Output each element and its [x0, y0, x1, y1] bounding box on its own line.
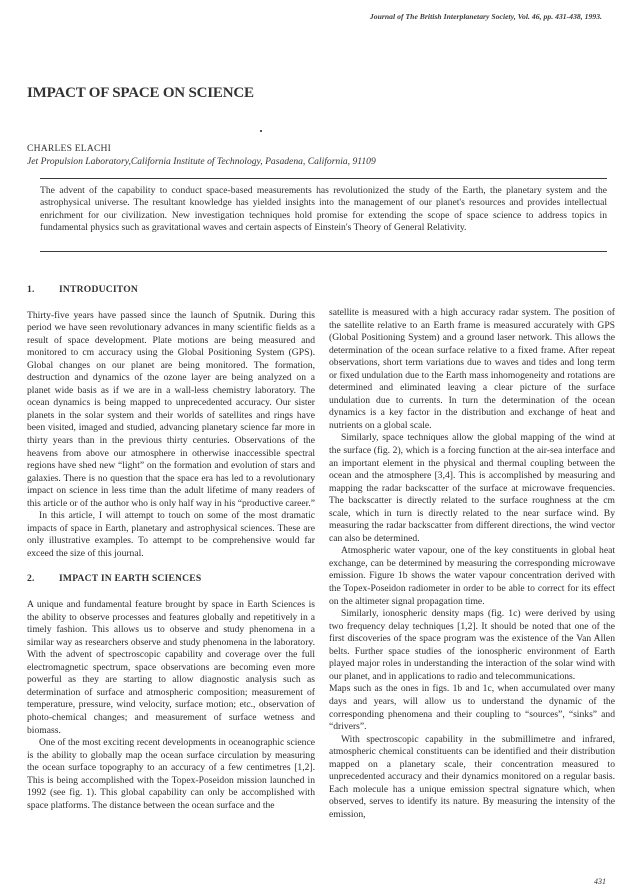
section-heading-earth-sciences [27, 573, 315, 586]
paragraph: Similarly, ionospheric density maps (fig. 1c) were derived by using two frequency delay techniques [1,2]. It should be noted that one of the first discoveries of the space program was the existence of the Van Allen belts. Further space studies of the ionospheric environment of Earth played major roles in understanding the interaction of the solar wind with our planet, and in applications to radio and telecommunications. [329, 608, 615, 682]
section-title: IMPACT IN EARTH SCIENCES [59, 573, 202, 585]
paragraph: Similarly, space techniques allow the global mapping of the wind at the surface (fig. 2), which is a forcing function at the air-sea interface and an important element in the physical and thermal coupling between the ocean and the atmosphere [3,4]. This is accomplished by measuring and mapping the radar backscatter of the surface at microwave frequencies. The backscatter is directly related to the surface roughness at the cm scale, which in turn is directly related to the near surface wind. By measuring the radar backscatter from different directions, the wind vector can also be determined. [329, 432, 615, 544]
paragraph: With spectroscopic capability in the submillimetre and infrared, atmospheric chemical constituents can be identified and their distribution mapped on a planetary scale, their concentration measured to unprecedented accuracy and their dynamics monitored on a regular basis. Each molecule has a unique emission spectral signature which, when observed, serves to identify its nature. By measuring the intensity of the emission, [329, 733, 615, 820]
paragraph: Thirty-five years have passed since the launch of Sputnik. During this period we have seen revolutionary advances in many scientific fields as a result of space development. Plate motions are being measured and monitored to cm accuracy using the Global Positioning System (GPS). Global changes on our planet are being monitored. The formation, destruction and dynamics of the ozone layer are being analyzed on a planet wide basis as if we are in a wall-less chemistry laboratory. The ocean dynamics is being mapped to unprecedented accuracy. Our sister planets in the solar system and their worlds of satellites and rings have been visited, imaged and studied, advancing planetary science far more in thirty years than in the previous thirty centuries. Observations of the heavens from above our atmosphere in otherwise inaccessible spectral regions have shed new “light” on the formation and evolution of stars and galaxies. There is no question that the space era has led to a revolutionary impact on science in less time than the adult lifetime of many readers of this article or of the author who is only half way in his “productive career.” [27, 309, 315, 509]
journal-citation-header: Journal of The British Interplanetary Society, Vol. 46, pp. 431-438, 1993. [369, 12, 602, 21]
right-column [329, 307, 615, 821]
paragraph: Atmospheric water vapour, one of the key constituents in global heat exchange, can be determined by measuring the corresponding microwave emission. Figure 1b shows the water vapour concentration derived with the Topex-Poseidon radiometer in order to be able to correct for its effect on the altimeter signal propagation time. [329, 545, 615, 607]
page-number: 431 [594, 877, 606, 886]
abstract-top-rule [40, 178, 607, 179]
section-number: 1. [27, 284, 35, 295]
author-affiliation: Jet Propulsion Laboratory,California Institute of Technology, Pasadena, California, 91109 [27, 156, 376, 167]
section-heading-introduction [27, 284, 315, 297]
article-title: IMPACT OF SPACE ON SCIENCE [27, 85, 254, 101]
abstract: The advent of the capability to conduct space-based measurements has revolutionized the study of the Earth, the planetary system and the astrophysical universe. The resultant knowledge has yielded insights into the management of our planet's resources and provides intellectual enrichment for our civilization. New investigation techniques hold promise for extending the scope of space science to address topics in fundamental physics such as gravitational waves and certain aspects of Einstein's Theory of General Relativity. [40, 185, 607, 234]
section-number: 2. [27, 573, 35, 585]
paragraph: In this article, I will attempt to touch on some of the most dramatic impacts of space in Earth, planetary and astrophysical sciences. These are only illustrative examples. To attempt to be comprehensive would far exceed the size of this journal. [27, 510, 315, 559]
paragraph: A unique and fundamental feature brought by space in Earth Sciences is the ability to observe processes and features globally and repetitively in a timely fashion. This allows us to observe and study phenomena in a similar way as researchers observe and study phenomena in the laboratory. With the advent of spectroscopic capability and coverage over the full electromagnetic spectrum, space observations are becoming even more powerful as they are starting to allow diagnostic analysis such as determination of surface and atmospheric composition; measurement of temperature, pressure, wind velocity, surface motion; etc., observation of photo-chemical changes; and measurement of surface wetness and biomass. [27, 599, 315, 736]
scan-artifact-dot [260, 130, 262, 132]
left-column [27, 284, 315, 812]
paragraph: Maps such as the ones in figs. 1b and 1c, when accumulated over many days and years, will allow us to understand the dynamic of the corresponding phenomena and their coupling to “sources”, “sinks” and “drivers”. [329, 683, 615, 733]
paragraph: One of the most exciting recent developments in oceanographic science is the ability to globally map the ocean surface circulation by measuring the ocean surface topography to an accuracy of a few centimetres [1,2]. This is being accomplished with the Topex-Poseidon mission launched in 1992 (see fig. 1). This global capability can only be accomplished with space platforms. The distance between the ocean surface and the [27, 737, 315, 811]
section-title: INTRODUCITON [59, 284, 138, 295]
abstract-bottom-rule [40, 251, 607, 252]
author-name: CHARLES ELACHI [27, 143, 112, 154]
paragraph: satellite is measured with a high accuracy radar system. The position of the satellite relative to an Earth frame is measured accurately with GPS (Global Positioning System) and a ground laser network. This allows the determination of the ocean surface relative to a fixed frame. After repeat observations, short term variations due to waves and tides and long term or fixed undulation due to the Earth mass inhomogeneity and rotations are determined and eliminated leaving a clear picture of the surface undulation due to currents. In turn the determination of the ocean dynamics is a key factor in the distribution and exchange of heat and nutrients on a global scale. [329, 307, 615, 431]
